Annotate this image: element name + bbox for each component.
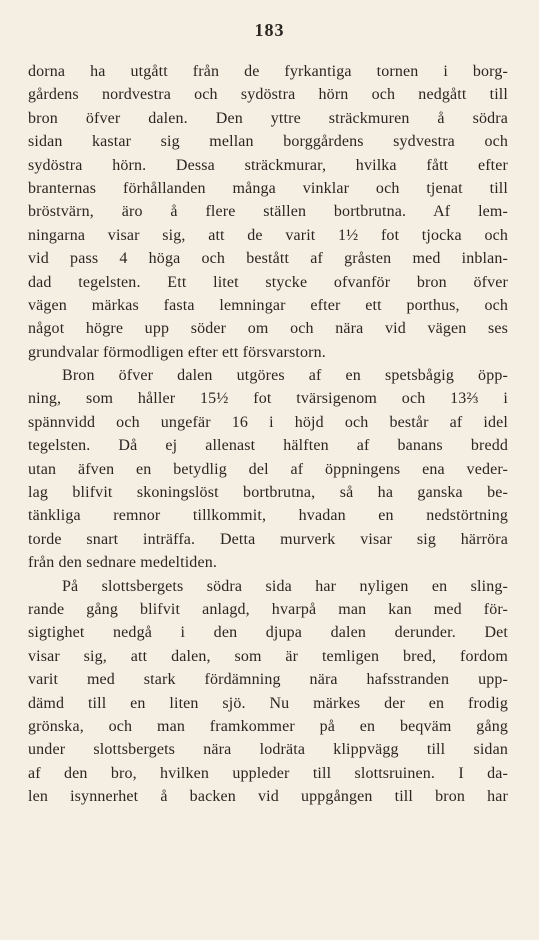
text-line: utan äfven en betydlig del af öppningens ena veder- (28, 460, 508, 478)
text-line: spännvidd och ungefär 16 i höjd och består af idel (28, 413, 508, 431)
text-line: från den sednare medeltiden. (28, 554, 218, 572)
text-line: grönska, och man framkommer på en beqväm gång (28, 717, 508, 735)
text-line: ning, som håller 15½ fot tvärsigenom och 13⅔ i (28, 390, 508, 408)
text-line: dämd till en liten sjö. Nu märkes der en frodig (28, 694, 508, 712)
text-line: sidan kastar sig mellan borggårdens sydvestra och (28, 133, 508, 151)
text-line: tegelsten. Då ej allenast hälften af banans bredd (28, 437, 508, 455)
page-number: 183 (254, 20, 285, 40)
text-line: dorna ha utgått från de fyrkantiga tornen i borg- (28, 63, 508, 80)
body-text (28, 60, 508, 809)
text-line: På slottsbergets södra sida har nyligen en sling- (62, 577, 508, 595)
text-line: under slottsbergets nära lodräta klippvägg till sidan (28, 741, 508, 759)
text-line: bron öfver dalen. Den yttre sträckmuren å södra (28, 109, 508, 127)
text-line: sigtighet nedgå i den djupa dalen derunder. Det (28, 624, 508, 642)
text-line: vid pass 4 höga och bestått af gråsten med inblan- (28, 250, 508, 268)
text-line: ningarna visar sig, att de varit 1½ fot tjocka och (28, 226, 508, 244)
text-line: Bron öfver dalen utgöres af en spetsbågig öpp- (62, 367, 508, 385)
text-line: något högre upp söder om och nära vid vägen ses (28, 320, 508, 338)
text-line: varit med stark fördämning nära hafsstranden upp- (28, 671, 508, 689)
text-line: dad tegelsten. Ett litet stycke ofvanför bron öfver (28, 273, 508, 291)
text-line: vägen märkas fasta lemningar efter ett porthus, och (28, 296, 508, 314)
text-line: bröstvärn, äro å flere ställen bortbrutna. Af lem- (28, 203, 508, 221)
text-line: gårdens nordvestra och sydöstra hörn och nedgått till (28, 86, 508, 104)
text-line: len isynnerhet å backen vid uppgången till bron har (28, 788, 508, 806)
text-line: branternas förhållanden många vinklar och tjenat till (28, 179, 508, 197)
text-line: grundvalar förmodligen efter ett försvarstorn. (28, 343, 326, 361)
text-line: tänkliga remnor tillkommit, hvadan en nedstörtning (28, 507, 508, 525)
text-line: af den bro, hvilken uppleder till slottsruinen. I da- (28, 764, 508, 782)
text-line: sydöstra hörn. Dessa sträckmurar, hvilka fått efter (28, 156, 508, 174)
text-line: visar sig, att dalen, som är temligen bred, fordom (28, 647, 508, 665)
text-line: lag blifvit skoningslöst bortbrutna, så ha ganska be- (28, 484, 508, 502)
text-line: torde snart inträffa. Detta murverk visar sig härröra (28, 530, 508, 548)
text-line: rande gång blifvit anlagd, hvarpå man kan med för- (28, 600, 508, 618)
